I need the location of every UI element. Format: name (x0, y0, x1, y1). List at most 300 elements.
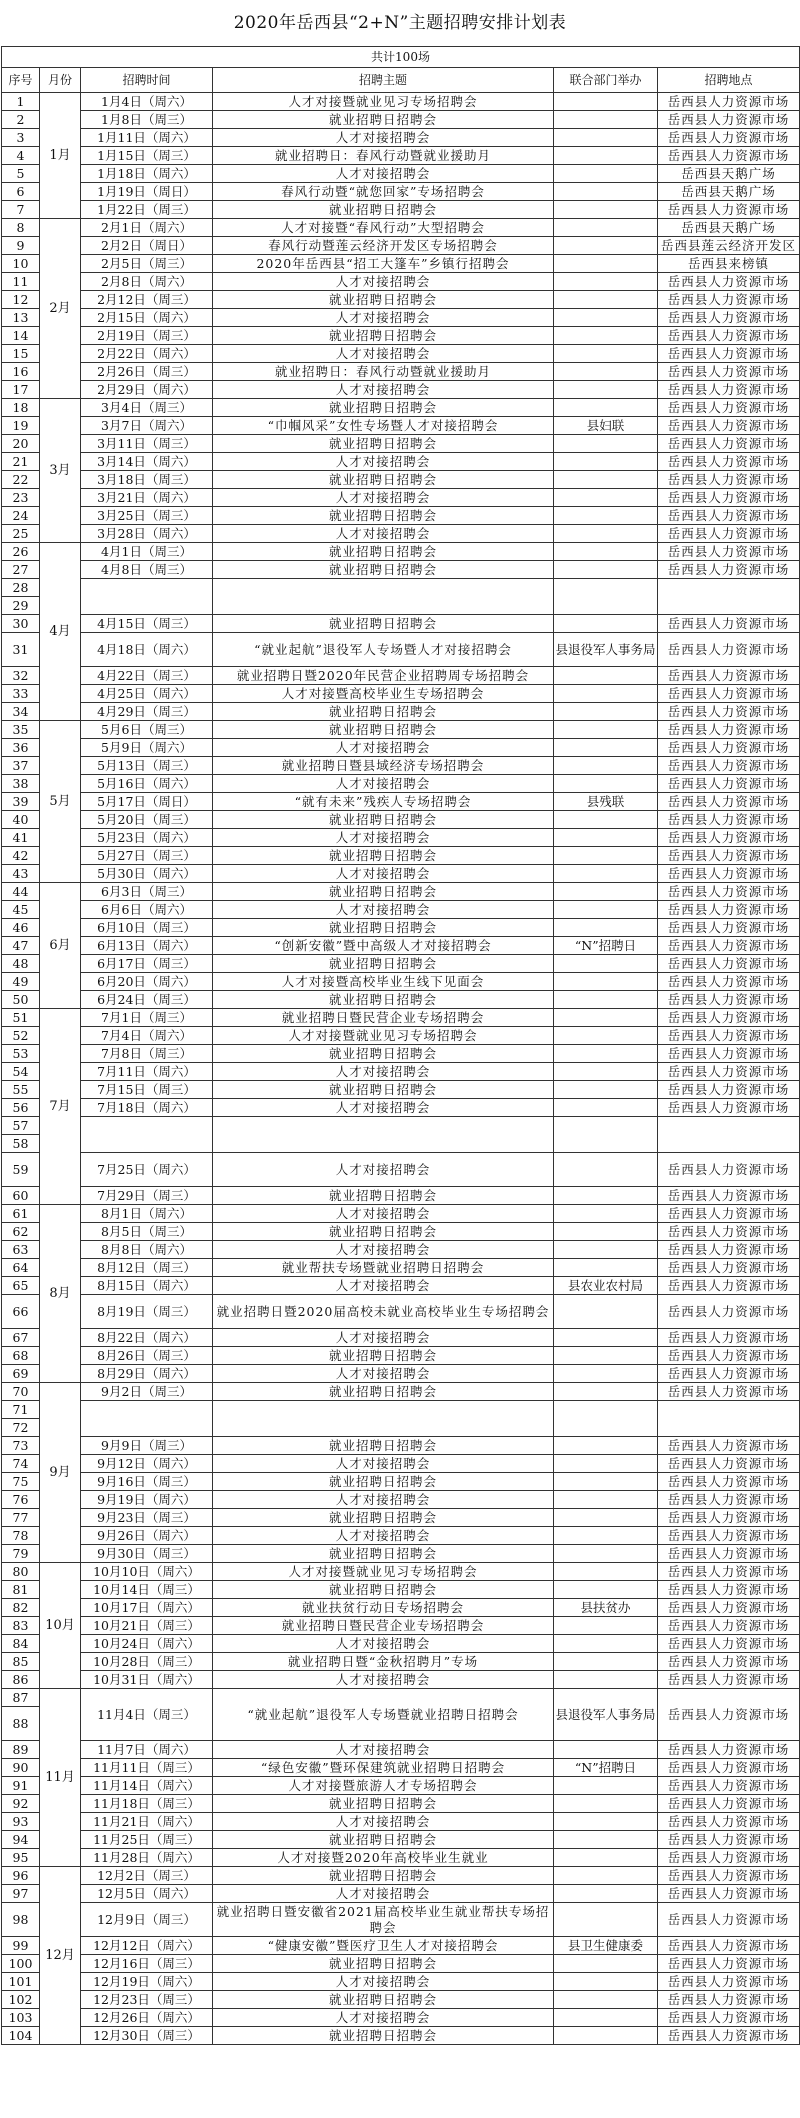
row-index: 43 (2, 865, 40, 883)
recruit-time: 1月18日（周六） (81, 165, 213, 183)
recruit-time: 5月6日（周三） (81, 721, 213, 739)
recruit-time: 7月8日（周三） (81, 1045, 213, 1063)
recruit-time (81, 579, 213, 615)
recruit-theme: 就业招聘日招聘会 (213, 955, 554, 973)
partner-dept (554, 1671, 658, 1689)
table-row (2, 973, 800, 991)
table-row (2, 991, 800, 1009)
recruit-location: 岳西县天鹅广场 (658, 165, 800, 183)
recruit-time: 6月3日（周三） (81, 883, 213, 901)
recruit-location: 岳西县人力资源市场 (658, 1187, 800, 1205)
table-row (2, 1903, 800, 1937)
partner-dept (554, 1187, 658, 1205)
recruit-theme: 人才对接招聘会 (213, 345, 554, 363)
recruit-location: 岳西县人力资源市场 (658, 1617, 800, 1635)
row-index: 39 (2, 793, 40, 811)
month-cell: 7月 (40, 1009, 81, 1205)
recruit-location: 岳西县人力资源市场 (658, 1653, 800, 1671)
recruit-time: 3月4日（周三） (81, 399, 213, 417)
recruit-location: 岳西县人力资源市场 (658, 1937, 800, 1955)
recruit-theme: 就业招聘日招聘会 (213, 1955, 554, 1973)
recruit-time: 9月19日（周六） (81, 1491, 213, 1509)
table-row (2, 1383, 800, 1401)
row-index: 58 (2, 1135, 40, 1153)
table-row (2, 1063, 800, 1081)
partner-dept (554, 165, 658, 183)
partner-dept (554, 1563, 658, 1581)
recruit-time: 4月15日（周三） (81, 615, 213, 633)
recruit-time: 12月23日（周三） (81, 1991, 213, 2009)
table-row (2, 865, 800, 883)
partner-dept (554, 1991, 658, 2009)
table-row (2, 1365, 800, 1383)
recruit-location: 岳西县人力资源市场 (658, 793, 800, 811)
table-row (2, 1599, 800, 1617)
header-theme: 招聘主题 (213, 68, 554, 93)
recruit-theme: 就业招聘日招聘会 (213, 561, 554, 579)
table-row (2, 219, 800, 237)
partner-dept (554, 309, 658, 327)
table-row (2, 1187, 800, 1205)
recruit-location: 岳西县人力资源市场 (658, 471, 800, 489)
row-index: 52 (2, 1027, 40, 1045)
partner-dept (554, 1437, 658, 1455)
partner-dept: 县残联 (554, 793, 658, 811)
row-index: 85 (2, 1653, 40, 1671)
table-row (2, 1937, 800, 1955)
recruit-time: 2月22日（周六） (81, 345, 213, 363)
table-row (2, 147, 800, 165)
recruit-time: 10月17日（周六） (81, 1599, 213, 1617)
row-index: 8 (2, 219, 40, 237)
row-index: 81 (2, 1581, 40, 1599)
row-index: 23 (2, 489, 40, 507)
recruit-location: 岳西县人力资源市场 (658, 1491, 800, 1509)
recruit-time: 2月26日（周三） (81, 363, 213, 381)
table-row (2, 345, 800, 363)
partner-dept (554, 883, 658, 901)
row-index: 97 (2, 1885, 40, 1903)
recruit-time: 3月18日（周三） (81, 471, 213, 489)
recruit-time: 12月30日（周三） (81, 2027, 213, 2045)
row-index: 38 (2, 775, 40, 793)
recruit-time: 7月15日（周三） (81, 1081, 213, 1099)
table-row (2, 111, 800, 129)
row-index: 94 (2, 1831, 40, 1849)
recruit-time: 4月29日（周三） (81, 703, 213, 721)
row-index: 90 (2, 1759, 40, 1777)
recruit-theme: 人才对接暨就业见习专场招聘会 (213, 1563, 554, 1581)
partner-dept (554, 1617, 658, 1635)
recruit-time: 8月5日（周三） (81, 1223, 213, 1241)
recruit-location: 岳西县人力资源市场 (658, 1831, 800, 1849)
recruit-theme: 人才对接招聘会 (213, 1365, 554, 1383)
recruit-location: 岳西县人力资源市场 (658, 1045, 800, 1063)
recruit-time: 1月15日（周三） (81, 147, 213, 165)
recruit-theme: 就业招聘日招聘会 (213, 507, 554, 525)
partner-dept (554, 1241, 658, 1259)
recruit-theme: 就业招聘日招聘会 (213, 703, 554, 721)
table-row (2, 507, 800, 525)
row-index: 14 (2, 327, 40, 345)
row-index: 80 (2, 1563, 40, 1581)
recruit-time: 2月15日（周六） (81, 309, 213, 327)
row-index: 61 (2, 1205, 40, 1223)
table-row (2, 453, 800, 471)
recruit-location: 岳西县人力资源市场 (658, 381, 800, 399)
table-row (2, 633, 800, 667)
recruit-theme: 人才对接招聘会 (213, 489, 554, 507)
row-index: 83 (2, 1617, 40, 1635)
recruit-time: 10月24日（周六） (81, 1635, 213, 1653)
table-row (2, 255, 800, 273)
recruit-theme (213, 1117, 554, 1153)
table-row (2, 919, 800, 937)
recruit-time: 6月6日（周六） (81, 901, 213, 919)
table-row (2, 1117, 800, 1135)
recruit-location: 岳西县人力资源市场 (658, 1509, 800, 1527)
partner-dept (554, 1545, 658, 1563)
row-index: 87 (2, 1689, 40, 1707)
table-row (2, 525, 800, 543)
recruit-theme: 就业帮扶专场暨就业招聘日招聘会 (213, 1259, 554, 1277)
row-index: 66 (2, 1295, 40, 1329)
recruit-theme: 人才对接招聘会 (213, 865, 554, 883)
partner-dept (554, 183, 658, 201)
recruit-theme: 就业招聘日招聘会 (213, 1473, 554, 1491)
recruit-location: 岳西县人力资源市场 (658, 93, 800, 111)
recruit-theme: 人才对接招聘会 (213, 273, 554, 291)
recruit-theme: 人才对接招聘会 (213, 1205, 554, 1223)
recruit-time: 8月15日（周六） (81, 1277, 213, 1295)
partner-dept (554, 1009, 658, 1027)
recruit-time: 1月4日（周六） (81, 93, 213, 111)
partner-dept (554, 1383, 658, 1401)
recruit-time: 5月30日（周六） (81, 865, 213, 883)
recruit-theme: 人才对接招聘会 (213, 1741, 554, 1759)
partner-dept (554, 1473, 658, 1491)
recruit-time: 2月29日（周六） (81, 381, 213, 399)
recruit-location: 岳西县人力资源市场 (658, 1365, 800, 1383)
recruit-location: 岳西县人力资源市场 (658, 507, 800, 525)
table-row (2, 1671, 800, 1689)
recruit-theme: 人才对接招聘会 (213, 525, 554, 543)
partner-dept (554, 255, 658, 273)
month-cell: 2月 (40, 219, 81, 399)
table-row (2, 489, 800, 507)
recruit-theme: 就业招聘日招聘会 (213, 1795, 554, 1813)
table-row (2, 1635, 800, 1653)
recruit-location: 岳西县人力资源市场 (658, 2027, 800, 2045)
table-row (2, 811, 800, 829)
recruit-theme: 就业招聘日招聘会 (213, 1045, 554, 1063)
recruit-location: 岳西县人力资源市场 (658, 1563, 800, 1581)
recruit-location: 岳西县人力资源市场 (658, 2009, 800, 2027)
recruit-theme: 春风行动暨莲云经济开发区专场招聘会 (213, 237, 554, 255)
recruit-location: 岳西县人力资源市场 (658, 1295, 800, 1329)
partner-dept (554, 1365, 658, 1383)
recruit-location: 岳西县人力资源市场 (658, 955, 800, 973)
partner-dept (554, 1099, 658, 1117)
row-index: 45 (2, 901, 40, 919)
row-index: 59 (2, 1153, 40, 1187)
recruit-location: 岳西县人力资源市场 (658, 111, 800, 129)
row-index: 13 (2, 309, 40, 327)
partner-dept (554, 1741, 658, 1759)
recruit-location: 岳西县人力资源市场 (658, 829, 800, 847)
recruit-theme (213, 579, 554, 615)
partner-dept (554, 667, 658, 685)
table-row (2, 129, 800, 147)
row-index: 96 (2, 1867, 40, 1885)
table-row (2, 615, 800, 633)
recruit-time: 3月25日（周三） (81, 507, 213, 525)
table-row (2, 1491, 800, 1509)
partner-dept (554, 829, 658, 847)
recruit-theme: 人才对接招聘会 (213, 1491, 554, 1509)
table-row (2, 1009, 800, 1027)
recruit-location: 岳西县人力资源市场 (658, 201, 800, 219)
recruit-theme: 人才对接招聘会 (213, 2009, 554, 2027)
recruit-time: 9月12日（周六） (81, 1455, 213, 1473)
row-index: 28 (2, 579, 40, 597)
recruit-time: 7月4日（周六） (81, 1027, 213, 1045)
recruit-location: 岳西县人力资源市场 (658, 1545, 800, 1563)
recruit-theme: 就业招聘日招聘会 (213, 1383, 554, 1401)
recruit-location: 岳西县人力资源市场 (658, 327, 800, 345)
recruit-time: 9月2日（周三） (81, 1383, 213, 1401)
table-row (2, 1759, 800, 1777)
recruit-location: 岳西县人力资源市场 (658, 919, 800, 937)
recruit-location: 岳西县人力资源市场 (658, 363, 800, 381)
recruit-theme: “绿色安徽”暨环保建筑就业招聘日招聘会 (213, 1759, 554, 1777)
table-row (2, 1295, 800, 1329)
partner-dept (554, 2027, 658, 2045)
row-index: 93 (2, 1813, 40, 1831)
row-index: 32 (2, 667, 40, 685)
row-index: 44 (2, 883, 40, 901)
recruit-location: 岳西县人力资源市场 (658, 1241, 800, 1259)
partner-dept (554, 525, 658, 543)
table-row (2, 291, 800, 309)
partner-dept (554, 1153, 658, 1187)
row-index: 46 (2, 919, 40, 937)
partner-dept (554, 1973, 658, 1991)
table-row (2, 1527, 800, 1545)
recruit-theme: 就业招聘日招聘会 (213, 615, 554, 633)
recruit-theme: 人才对接招聘会 (213, 453, 554, 471)
recruit-theme: 人才对接招聘会 (213, 829, 554, 847)
recruit-location: 岳西县人力资源市场 (658, 1671, 800, 1689)
table-row (2, 685, 800, 703)
partner-dept (554, 1117, 658, 1153)
table-row (2, 1563, 800, 1581)
recruit-location: 岳西县人力资源市场 (658, 1347, 800, 1365)
recruit-theme: 就业招聘日暨安徽省2021届高校毕业生就业帮扶专场招聘会 (213, 1903, 554, 1937)
recruit-location: 岳西县人力资源市场 (658, 1383, 800, 1401)
table-row (2, 1277, 800, 1295)
row-index: 65 (2, 1277, 40, 1295)
recruit-time: 8月29日（周六） (81, 1365, 213, 1383)
recruit-theme: 人才对接暨2020年高校毕业生就业 (213, 1849, 554, 1867)
table-row (2, 1455, 800, 1473)
recruit-location: 岳西县人力资源市场 (658, 1027, 800, 1045)
month-cell: 6月 (40, 883, 81, 1009)
recruit-time: 10月28日（周三） (81, 1653, 213, 1671)
table-row (2, 847, 800, 865)
recruit-theme: “就有未来”残疾人专场招聘会 (213, 793, 554, 811)
table-row (2, 417, 800, 435)
recruit-location: 岳西县人力资源市场 (658, 1081, 800, 1099)
partner-dept (554, 1329, 658, 1347)
recruit-theme: 人才对接招聘会 (213, 165, 554, 183)
partner-dept (554, 1347, 658, 1365)
recruit-theme: 人才对接招聘会 (213, 309, 554, 327)
partner-dept (554, 201, 658, 219)
row-index: 67 (2, 1329, 40, 1347)
recruit-time: 5月23日（周六） (81, 829, 213, 847)
recruit-theme: 就业招聘日招聘会 (213, 327, 554, 345)
table-row (2, 757, 800, 775)
table-row (2, 1099, 800, 1117)
row-index: 100 (2, 1955, 40, 1973)
row-index: 21 (2, 453, 40, 471)
partner-dept (554, 973, 658, 991)
table-row (2, 1205, 800, 1223)
header-location: 招聘地点 (658, 68, 800, 93)
recruit-location (658, 579, 800, 615)
recruit-time: 4月18日（周六） (81, 633, 213, 667)
partner-dept (554, 1885, 658, 1903)
recruit-time: 4月1日（周三） (81, 543, 213, 561)
recruit-time: 8月22日（周六） (81, 1329, 213, 1347)
table-row (2, 1617, 800, 1635)
table-row (2, 183, 800, 201)
row-index: 17 (2, 381, 40, 399)
recruit-time: 12月9日（周三） (81, 1903, 213, 1937)
recruit-location: 岳西县人力资源市场 (658, 991, 800, 1009)
recruit-time: 2月1日（周六） (81, 219, 213, 237)
table-row (2, 775, 800, 793)
recruit-location: 岳西县人力资源市场 (658, 739, 800, 757)
row-index: 98 (2, 1903, 40, 1937)
table-row (2, 1241, 800, 1259)
table-row (2, 1689, 800, 1707)
recruit-location: 岳西县人力资源市场 (658, 1777, 800, 1795)
recruit-theme: 就业招聘日招聘会 (213, 1347, 554, 1365)
partner-dept (554, 435, 658, 453)
recruit-location: 岳西县人力资源市场 (658, 525, 800, 543)
header-index: 序号 (2, 68, 40, 93)
recruit-time: 3月28日（周六） (81, 525, 213, 543)
row-index: 18 (2, 399, 40, 417)
recruit-location: 岳西县人力资源市场 (658, 435, 800, 453)
row-index: 79 (2, 1545, 40, 1563)
recruit-theme: 就业招聘日暨民营企业专场招聘会 (213, 1009, 554, 1027)
partner-dept (554, 345, 658, 363)
partner-dept (554, 2009, 658, 2027)
row-index: 15 (2, 345, 40, 363)
recruit-theme: 就业招聘日招聘会 (213, 991, 554, 1009)
row-index: 54 (2, 1063, 40, 1081)
row-index: 78 (2, 1527, 40, 1545)
recruit-time: 6月17日（周三） (81, 955, 213, 973)
table-row (2, 1813, 800, 1831)
header-time: 招聘时间 (81, 68, 213, 93)
table-row (2, 1401, 800, 1419)
recruit-location: 岳西县人力资源市场 (658, 147, 800, 165)
recruit-theme: 就业招聘日招聘会 (213, 1581, 554, 1599)
row-index: 68 (2, 1347, 40, 1365)
recruit-time: 8月26日（周三） (81, 1347, 213, 1365)
table-row (2, 1581, 800, 1599)
table-row (2, 739, 800, 757)
partner-dept (554, 1205, 658, 1223)
partner-dept (554, 1653, 658, 1671)
recruit-time: 12月19日（周六） (81, 1973, 213, 1991)
recruit-theme: 就业招聘日招聘会 (213, 1081, 554, 1099)
partner-dept (554, 1295, 658, 1329)
row-index: 20 (2, 435, 40, 453)
recruit-time: 6月13日（周六） (81, 937, 213, 955)
partner-dept: 县退役军人事务局 (554, 633, 658, 667)
table-row (2, 667, 800, 685)
recruit-theme: 就业招聘日招聘会 (213, 435, 554, 453)
recruit-location: 岳西县人力资源市场 (658, 633, 800, 667)
recruit-location: 岳西县人力资源市场 (658, 1277, 800, 1295)
table-row (2, 1795, 800, 1813)
month-cell: 5月 (40, 721, 81, 883)
recruit-location: 岳西县人力资源市场 (658, 685, 800, 703)
recruit-location: 岳西县人力资源市场 (658, 937, 800, 955)
recruit-location: 岳西县人力资源市场 (658, 1153, 800, 1187)
partner-dept (554, 273, 658, 291)
recruit-location (658, 1401, 800, 1437)
recruit-time: 12月12日（周六） (81, 1937, 213, 1955)
recruit-location: 岳西县人力资源市场 (658, 1599, 800, 1617)
partner-dept (554, 507, 658, 525)
row-index: 55 (2, 1081, 40, 1099)
partner-dept (554, 1491, 658, 1509)
recruit-theme: 就业招聘日招聘会 (213, 919, 554, 937)
month-cell: 9月 (40, 1383, 81, 1563)
recruit-theme: 就业招聘日招聘会 (213, 291, 554, 309)
recruit-location: 岳西县人力资源市场 (658, 1259, 800, 1277)
recruit-location: 岳西县人力资源市场 (658, 1741, 800, 1759)
partner-dept (554, 489, 658, 507)
recruit-theme: 人才对接招聘会 (213, 1277, 554, 1295)
header-partner: 联合部门举办 (554, 68, 658, 93)
table-row (2, 2009, 800, 2027)
partner-dept (554, 1831, 658, 1849)
recruit-theme: “健康安徽”暨医疗卫生人才对接招聘会 (213, 1937, 554, 1955)
recruit-theme: 就业招聘日招聘会 (213, 1831, 554, 1849)
partner-dept (554, 291, 658, 309)
recruit-time: 5月17日（周日） (81, 793, 213, 811)
partner-dept (554, 1777, 658, 1795)
total-count: 共计100场 (2, 47, 800, 68)
table-row (2, 579, 800, 597)
partner-dept: 县农业农村局 (554, 1277, 658, 1295)
recruitment-plan-table (1, 46, 800, 2045)
recruit-time: 1月19日（周日） (81, 183, 213, 201)
row-index: 64 (2, 1259, 40, 1277)
recruit-location: 岳西县人力资源市场 (658, 1205, 800, 1223)
recruit-time: 3月7日（周六） (81, 417, 213, 435)
row-index: 19 (2, 417, 40, 435)
row-index: 36 (2, 739, 40, 757)
partner-dept (554, 237, 658, 255)
